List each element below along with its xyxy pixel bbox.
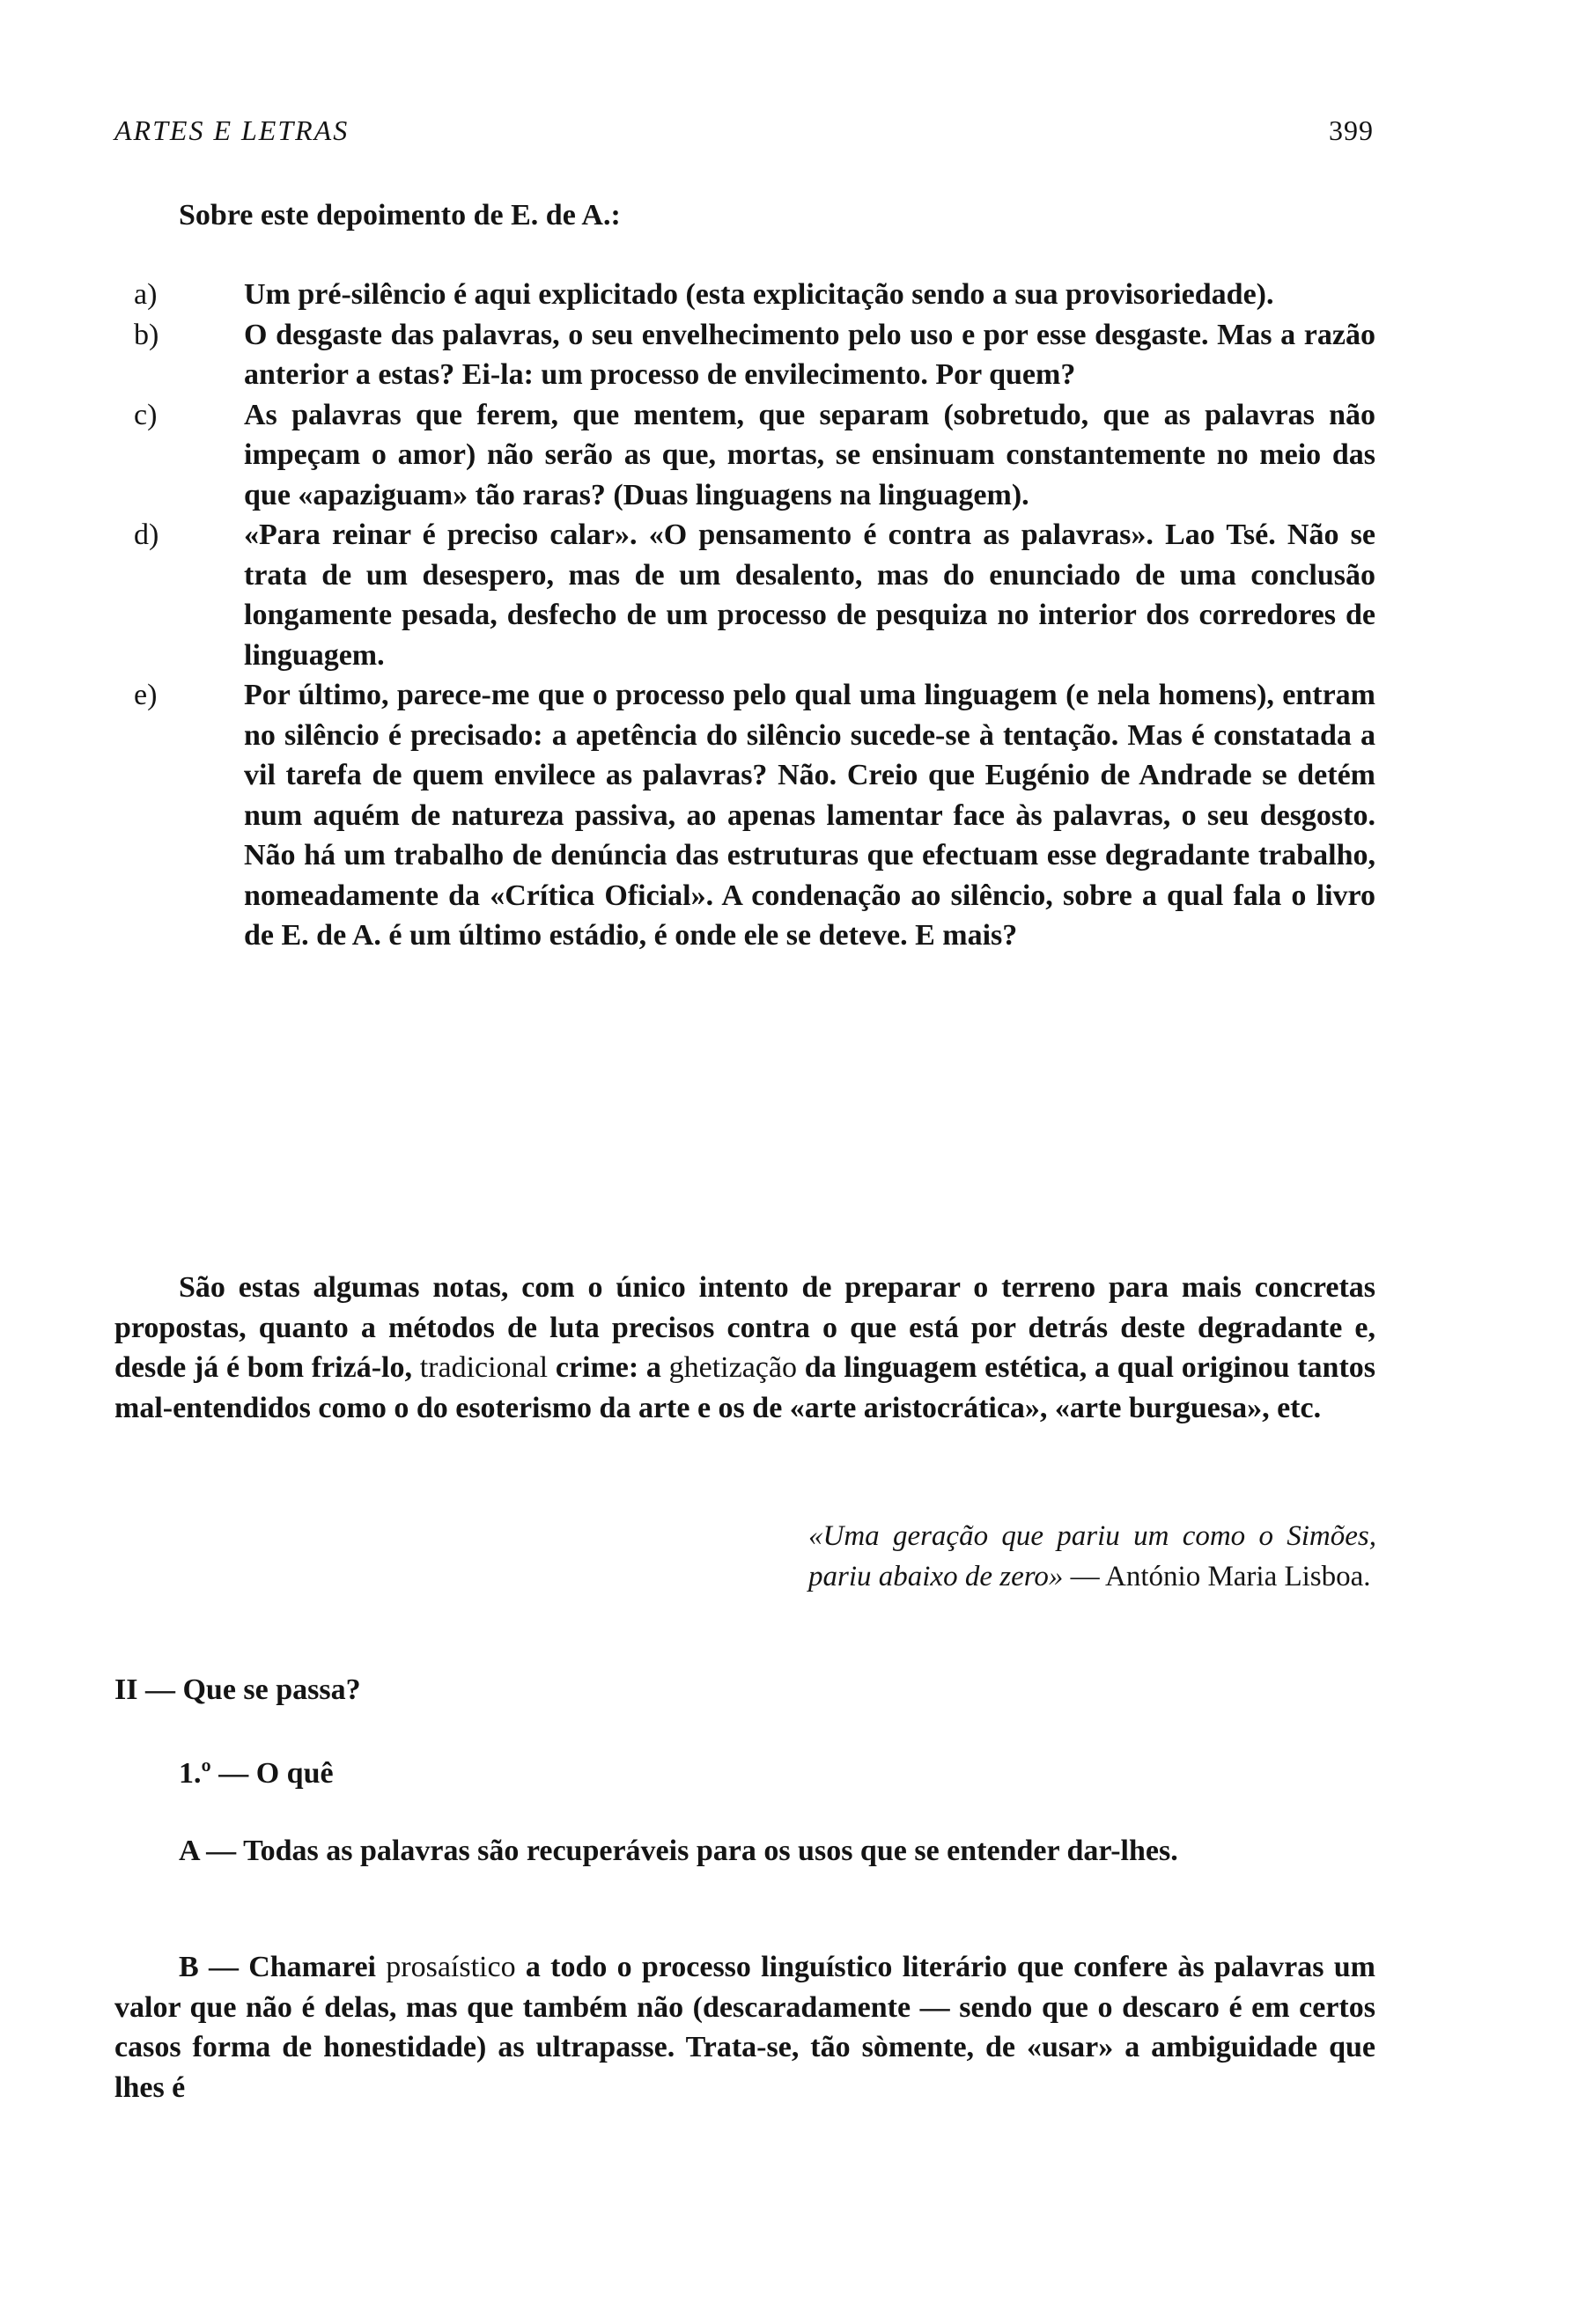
subsection-heading: 1.º — O quê [179,1757,334,1790]
list-item-text: «Para reinar é preciso calar». «O pensamento é contra as palavras». Lao Tsé. Não se trata de um desespero, mas de um desalento, mas do enunciado de uma conclusão longamente pesada, desfecho de um processo de pesquiza no interior dos corredores de linguagem. [244,518,1375,672]
page-number: 399 [1329,114,1374,146]
paragraph-word-regular: ghetização [668,1351,797,1384]
list-marker: c) [134,398,158,431]
paragraph-text: da linguagem estética, a qual originou tantos mal-entendidos como o do esoterismo da arte e os de «arte aristocrática», «arte burguesa», etc. [114,1351,1375,1424]
paragraph-b [114,1947,1375,2107]
list-item [114,515,1375,675]
list-marker: e) [134,679,158,711]
running-head: ARTES E LETRAS [114,114,350,146]
paragraph-text: crime: a [555,1351,661,1384]
list-marker: b) [134,318,159,351]
epigraph-quote: «Uma geração que pariu um como o Simões, pariu abaixo de zero» [808,1520,1376,1592]
paragraph-word-regular: tradicional [419,1351,549,1384]
intro-line: Sobre este depoimento de E. de A.: [179,199,621,232]
paragraph-text: São estas algumas notas, com o único intento de preparar o terreno para mais concretas propostas, quanto a métodos de luta precisos contra o que está por detrás deste degradante e, desde já é bom frizá-lo, [114,1271,1375,1384]
list-item-text: Um pré-silêncio é aqui explicitado (esta explicitação sendo a sua provisoriedade). [244,278,1274,311]
list-item [114,315,1375,395]
list-item [114,675,1375,956]
epigraph [808,1516,1376,1597]
list-marker: a) [134,278,158,311]
page-header [114,114,1374,147]
section-heading: II — Que se passa? [114,1673,361,1706]
paragraph-a: A — Todas as palavras são recuperáveis para os usos que se entender dar-lhes. [179,1835,1178,1867]
list-item-text: Por último, parece-me que o processo pelo qual uma linguagem (e nela homens), entram no silêncio é precisado: a apetência do silêncio sucede-se à tentação. Mas é constatada a vil tarefa de quem envilece as palavras? Não. Creio que Eugénio de Andrade se detém num aquém de natureza passiva, ao apenas lamentar face às palavras, o seu desgosto. Não há um trabalho de denúncia das estruturas que efectuam esse degradante trabalho, nomeadamente da «Crítica Oficial». A condenação ao silêncio, sobre a qual fala o livro de E. de A. é um último estádio, é onde ele se deteve. E mais? [244,679,1375,952]
notes-list [114,275,1375,956]
body-paragraph [114,1268,1375,1428]
paragraph-text: a todo o processo linguístico literário que confere às palavras um valor que não é delas, mas que também não (descaradamente — sendo que o descaro é em certos casos forma de honestidade) as ultrapasse. Trata-se, tão sòmente, de «usar» a ambiguidade que lhes é [114,1951,1375,2104]
list-item [114,395,1375,516]
paragraph-word-regular: prosaístico [386,1951,516,1983]
list-item-text: O desgaste das palavras, o seu envelhecimento pelo uso e por esse desgaste. Mas a razão anterior a estas? Ei-la: um processo de envilecimento. Por quem? [244,318,1375,391]
list-item-text: As palavras que ferem, que mentem, que separam (sobretudo, que as palavras não impeçam o amor) não serão as que, mortas, se ensinuam constantemente no meio das que «apaziguam» tão raras? (Duas linguagens na linguagem). [244,398,1375,511]
list-marker: d) [134,518,159,551]
list-item [114,275,1375,315]
epigraph-attribution: — António Maria Lisboa. [1070,1561,1371,1592]
paragraph-text: B — Chamarei [179,1951,377,1983]
